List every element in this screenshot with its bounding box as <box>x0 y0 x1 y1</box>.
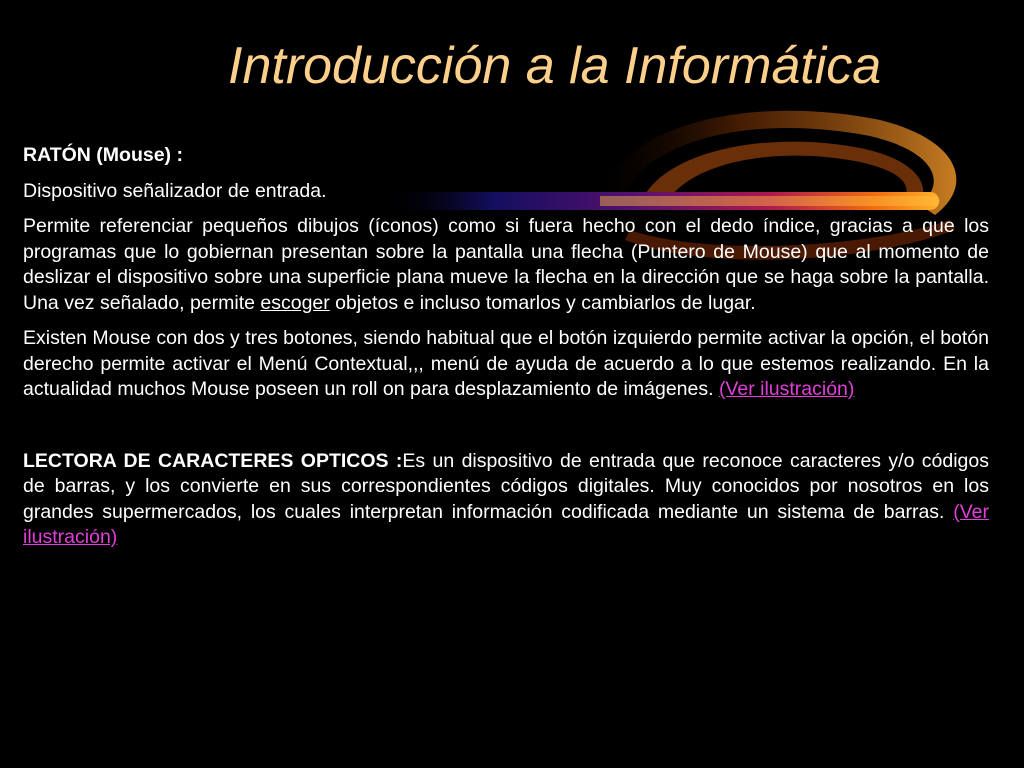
ocr-illustration-link[interactable]: (Ver ilustración) <box>23 500 989 548</box>
slide-content <box>23 143 989 561</box>
ocr-body-text: Es un dispositivo de entrada que reconoce caracteres y/o códigos de barras, y los convierte en sus correspondientes códigos digitales. Muy conocidos por nosotros en los grandes supermercados, los cuales interpretan información codificada mediante un sistema de barras. <box>23 449 989 523</box>
mouse-heading: RATÓN (Mouse) : <box>23 144 183 166</box>
mouse-paragraph-1-text-b: objetos e incluso tomarlos y cambiarlos de lugar. <box>329 291 756 314</box>
ocr-heading: LECTORA DE CARACTERES OPTICOS : <box>23 449 403 472</box>
section-spacer <box>23 413 989 449</box>
mouse-definition: Dispositivo señalizador de entrada. <box>23 179 327 202</box>
mouse-illustration-link[interactable]: (Ver ilustración) <box>718 378 855 400</box>
mouse-paragraph-2-text: Existen Mouse con dos y tres botones, siendo habitual que el botón izquierdo permite activar la opción, el botón derecho permite activar el Menú Contextual,,, menú de ayuda de acuerdo a lo que estemos realizando. En la actualidad muchos Mouse poseen un roll on para desplazamiento de imágenes. <box>23 327 989 400</box>
escoger-underlined-word: escoger <box>260 291 330 314</box>
mouse-paragraph-1 <box>23 214 989 316</box>
mouse-paragraph-1-text-a: Permite referenciar pequeños dibujos (íconos) como si fuera hecho con el dedo índice, gracias a que los programas que lo gobiernan presentan sobre la pantalla una flecha (Puntero de Mouse) que al momento de deslizar el dispositivo sobre una superficie plana mueve la flecha en la dirección que se haga sobre la pantalla. Una vez señalado, permite <box>23 215 989 314</box>
slide-title: Introducción a la Informática <box>228 37 882 95</box>
ocr-paragraph <box>23 449 989 551</box>
mouse-paragraph-2 <box>23 326 989 403</box>
